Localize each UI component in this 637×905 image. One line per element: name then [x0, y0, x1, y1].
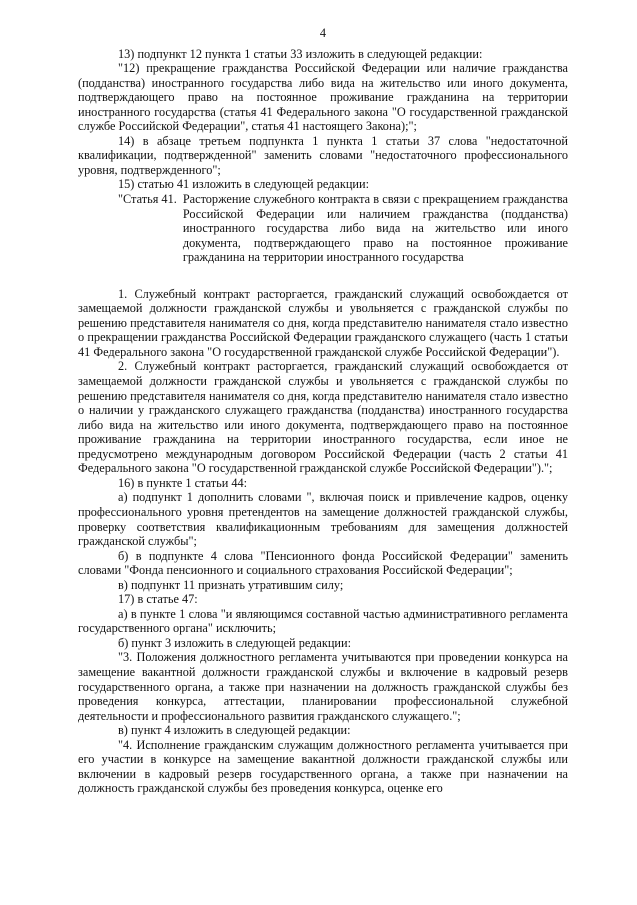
- paragraph-item-15: 15) статью 41 изложить в следующей редакции:: [118, 177, 369, 192]
- paragraph-item-16-a: а) подпункт 1 дополнить словами ", включая поиск и привлечение кадров, оценку профессионального уровня претендентов на замещение должностей гражданской службы, проверку соответствия квалификационным требованиям для замещения должностей гражданской службы";: [78, 490, 568, 549]
- paragraph-quoted-point-4: "4. Исполнение гражданским служащим должностного регламента учитывается при его участии в конкурсе на замещение вакантной должности гражданской службы или включении в кадровый резерв государственного органа, а также при назначении на должность гражданской службы без проведения конкурса, оценке его: [78, 737, 568, 796]
- paragraph-item-17: 17) в статье 47:: [118, 592, 198, 607]
- spacer: [78, 265, 568, 287]
- paragraph-quoted-subitem-12: "12) прекращение гражданства Российской Федерации или наличие гражданства (подданства) иностранного государства либо вида на жительство или иного документа, подтверждающего право на постоянное проживание гражданина на территории иностранного государства (статья 41 Федерального закона "О государственной гражданской службе Российской Федерации", статья 41 настоящего Закона);";: [78, 61, 568, 134]
- page-number: 4: [319, 26, 327, 40]
- paragraph-quoted-point-3: "3. Положения должностного регламента учитываются при проведении конкурса на замещение вакантной должности гражданской службы и включение в кадровый резерв государственного органа, а также при назначении на должность гражданской службы без проведения конкурса, аттестации, планировании профессиональной служебной деятельности и профессионального развития гражданского служащего.";: [78, 650, 568, 723]
- paragraph-item-17-b: б) пункт 3 изложить в следующей редакции:: [118, 635, 352, 650]
- article-title: Расторжение служебного контракта в связи с прекращением гражданства Российской Федерации или наличием гражданства (подданства) иностранного государства либо вида на жительство или иного документа, подтверждающего право на постоянное проживание гражданина на территории иностранного государства: [182, 192, 568, 265]
- article-label: "Статья 41.: [118, 192, 177, 207]
- paragraph-article-part-1: 1. Служебный контракт расторгается, гражданский служащий освобождается от замещаемой должности гражданской службы и увольняется с гражданской службы по решению представителя нанимателя со дня, когда представителю нанимателя стало известно о прекращении гражданства Российской Федерации гражданского служащего (часть 1 статьи 41 Федерального закона "О государственной гражданской службе Российской Федерации").: [78, 286, 568, 359]
- paragraph-item-17-v: в) пункт 4 изложить в следующей редакции:: [118, 723, 351, 738]
- paragraph-item-13: 13) подпункт 12 пункта 1 статьи 33 изложить в следующей редакции:: [118, 46, 483, 61]
- paragraph-article-part-2: 2. Служебный контракт расторгается, гражданский служащий освобождается от замещаемой должности гражданской службы и увольняется с гражданской службы по решению представителя нанимателя со дня, когда представителю нанимателя стало известно о наличии у гражданского служащего гражданства (подданства) иностранного государства либо вида на жительство или иного документа, подтверждающего право на постоянное проживание гражданина на территории иностранного государства, если иное не предусмотрено международным договором Российской Федерации (часть 2 статьи 41 Федерального закона "О государственной гражданской службе Российской Федерации").";: [78, 359, 568, 476]
- paragraph-item-16-b: б) в подпункте 4 слова "Пенсионного фонда Российской Федерации" заменить словами "Фонда пенсионного и социального страхования Российской Федерации";: [78, 548, 568, 578]
- document-page: [78, 26, 568, 796]
- paragraph-item-14: 14) в абзаце третьем подпункта 1 пункта 1 статьи 37 слова "недостаточной квалификации, подтвержденной" заменить словами "недостаточного профессионального уровня, подтвержденного";: [78, 133, 568, 177]
- paragraph-item-17-a: а) в пункте 1 слова "и являющимся составной частью административного регламента государственного органа" исключить;: [78, 606, 568, 636]
- paragraph-item-16: 16) в пункте 1 статьи 44:: [118, 475, 248, 490]
- article-heading: [118, 192, 568, 265]
- paragraph-item-16-v: в) подпункт 11 признать утратившим силу;: [118, 577, 344, 592]
